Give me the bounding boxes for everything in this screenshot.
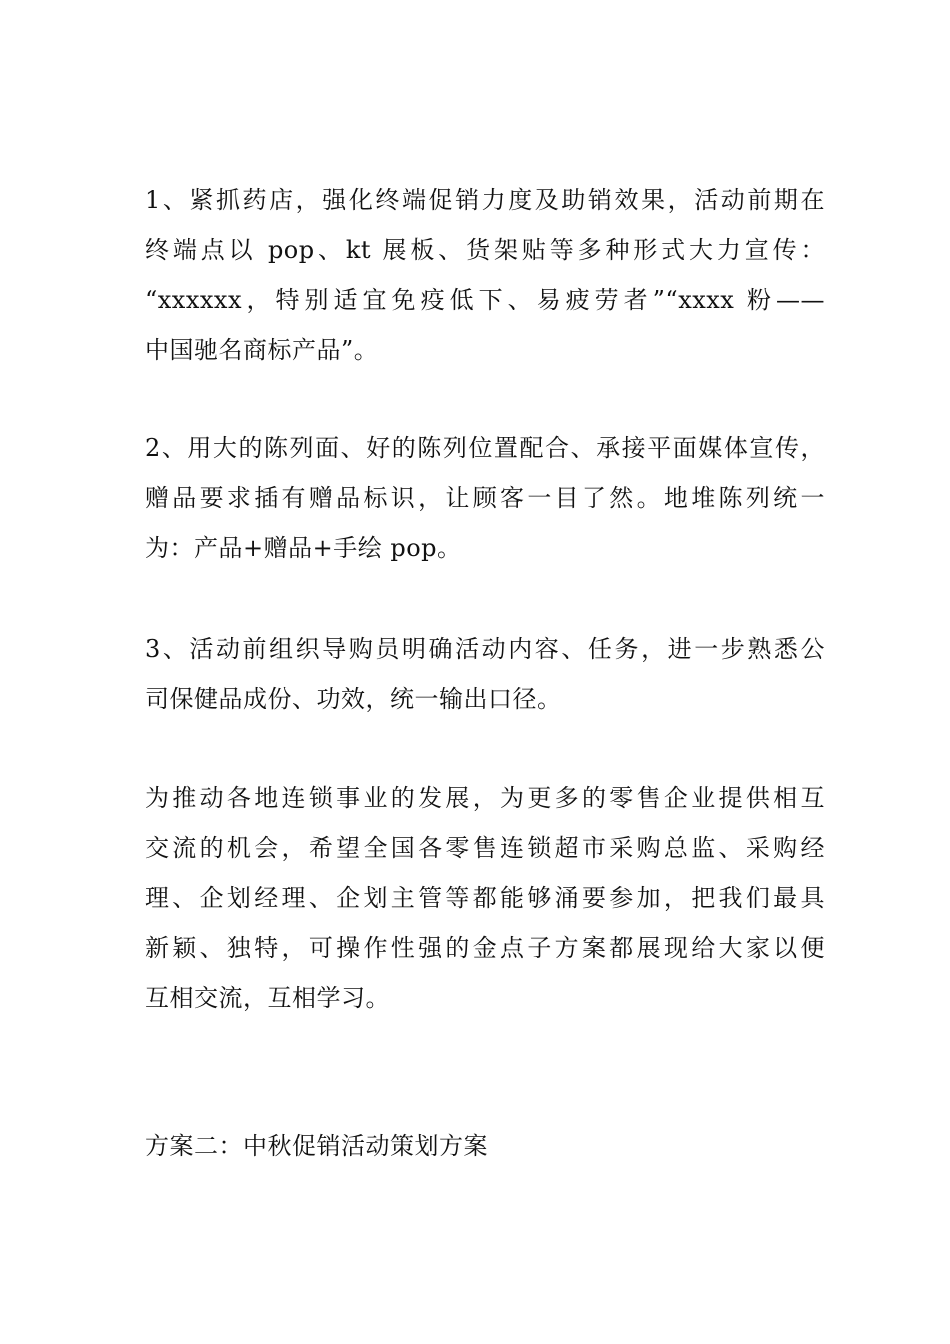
paragraph-line: 3、活动前组织导购员明确活动内容、任务，进一步熟悉公 xyxy=(145,635,825,663)
section-heading-text: 方案二：中秋促销活动策划方案 xyxy=(145,1132,488,1160)
paragraph-line: 为推动各地连锁事业的发展，为更多的零售企业提供相互 xyxy=(145,784,825,812)
paragraph-line: 1、紧抓药店，强化终端促销力度及助销效果，活动前期在 xyxy=(145,186,825,214)
paragraph-line: 终端点以 pop、kt 展板、货架贴等多种形式大力宣传： xyxy=(145,236,825,264)
paragraph-invitation xyxy=(145,773,825,1023)
paragraph-line: 理、企划经理、企划主管等都能够涌要参加，把我们最具 xyxy=(145,884,825,912)
section-heading-plan-two xyxy=(145,1121,825,1171)
paragraph-display-arrangement xyxy=(145,423,825,573)
paragraph-staff-training xyxy=(145,624,825,724)
paragraph-line: 2、用大的陈列面、好的陈列位置配合、承接平面媒体宣传， xyxy=(145,434,825,462)
paragraph-line: 司保健品成份、功效，统一输出口径。 xyxy=(145,685,562,713)
paragraph-line: 赠品要求插有赠品标识，让顾客一目了然。地堆陈列统一 xyxy=(145,484,825,512)
paragraph-pharmacy-promotion xyxy=(145,175,825,375)
paragraph-line: 为：产品+赠品+手绘 pop。 xyxy=(145,534,462,562)
paragraph-line: 互相交流，互相学习。 xyxy=(145,984,390,1012)
paragraph-line: 交流的机会，希望全国各零售连锁超市采购总监、采购经 xyxy=(145,834,825,862)
paragraph-line: 中国驰名商标产品”。 xyxy=(145,336,379,364)
paragraph-line: “xxxxxx，特别适宜免疫低下、易疲劳者”“xxxx 粉—— xyxy=(145,286,825,314)
paragraph-line: 新颖、独特，可操作性强的金点子方案都展现给大家以便 xyxy=(145,934,825,962)
